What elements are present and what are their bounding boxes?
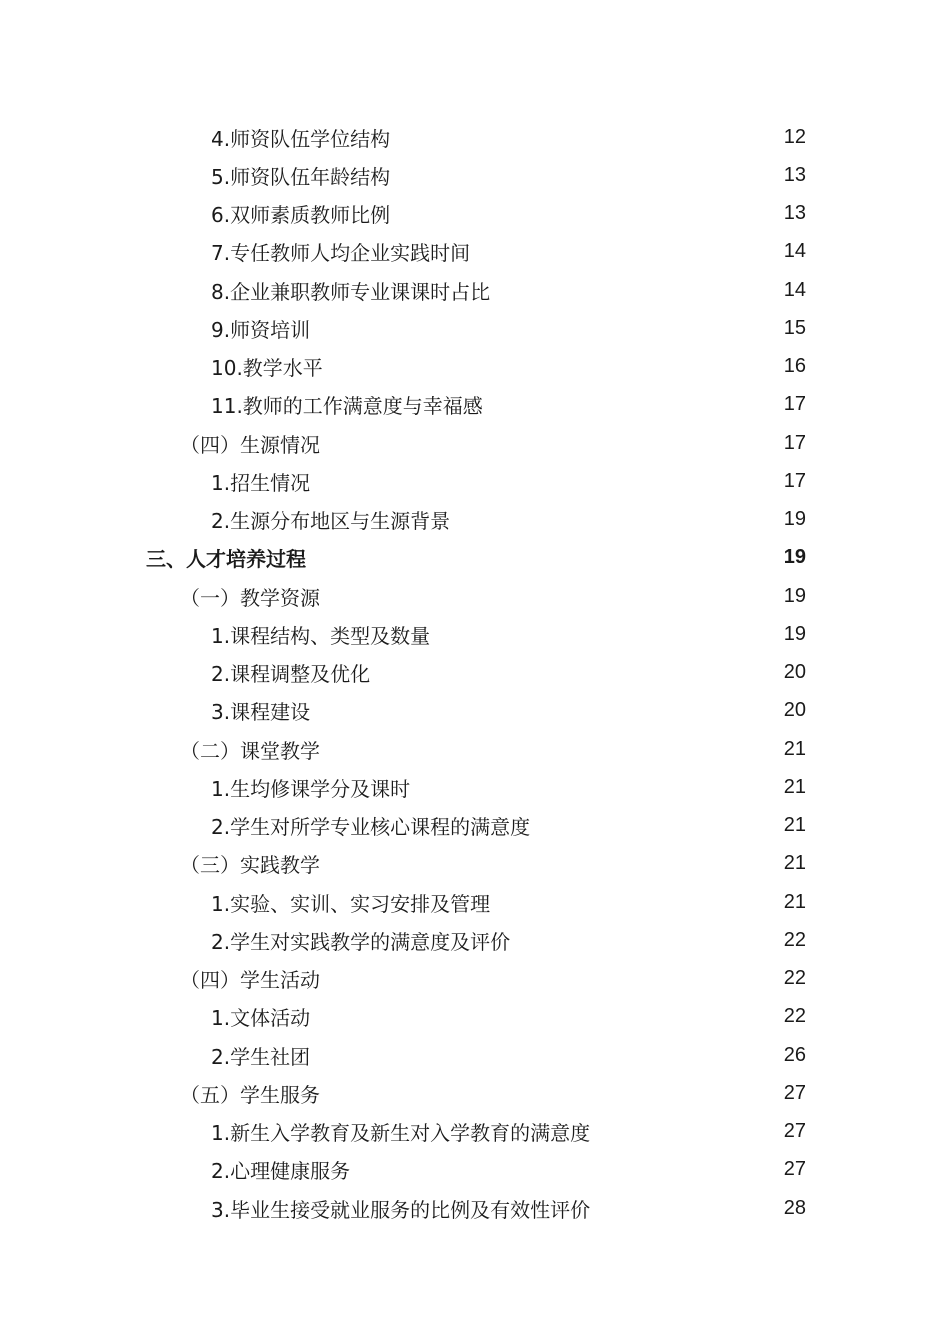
dot-leader xyxy=(324,969,774,989)
toc-entry-page-number: 27 xyxy=(783,1081,806,1104)
toc-entry-page-number: 15 xyxy=(783,316,806,339)
table-of-contents xyxy=(0,118,950,1227)
toc-entry-page-number: 22 xyxy=(783,1005,806,1028)
toc-entry-page-number: 14 xyxy=(783,240,806,263)
toc-entry-title: 4.师资队伍学位结构 xyxy=(211,126,391,151)
toc-entry[interactable] xyxy=(0,768,950,806)
dot-leader xyxy=(354,1160,774,1180)
toc-entry-title: 2.心理健康服务 xyxy=(211,1159,351,1184)
toc-entry-title: （五）学生服务 xyxy=(180,1082,320,1107)
toc-entry-page-number: 22 xyxy=(783,967,806,990)
toc-entry-page-number: 17 xyxy=(783,393,806,416)
toc-entry[interactable] xyxy=(0,118,950,156)
toc-entry-title: 6.双师素质教师比例 xyxy=(211,203,391,228)
toc-entry-page-number: 21 xyxy=(783,737,806,760)
toc-entry[interactable] xyxy=(0,271,950,309)
toc-entry-title: 1.课程结构、类型及数量 xyxy=(211,623,431,648)
toc-entry-page-number: 17 xyxy=(783,469,806,492)
dot-leader xyxy=(314,318,774,338)
toc-entry-title: 11.教师的工作满意度与幸福感 xyxy=(211,394,483,419)
toc-entry[interactable] xyxy=(0,921,950,959)
toc-entry-page-number: 21 xyxy=(783,814,806,837)
toc-entry[interactable] xyxy=(0,233,950,271)
toc-entry[interactable] xyxy=(0,386,950,424)
toc-entry-page-number: 12 xyxy=(783,125,806,148)
toc-entry[interactable] xyxy=(0,1189,950,1227)
toc-entry-title: 1.实验、实训、实习安排及管理 xyxy=(211,891,491,916)
toc-entry-title: 8.企业兼职教师专业课课时占比 xyxy=(211,279,491,304)
toc-entry[interactable] xyxy=(0,654,950,692)
toc-entry-page-number: 28 xyxy=(783,1196,806,1219)
toc-entry-title: （二）课堂教学 xyxy=(180,738,320,763)
toc-entry[interactable] xyxy=(0,730,950,768)
dot-leader xyxy=(324,739,774,759)
toc-entry-title: 1.生均修课学分及课时 xyxy=(211,776,411,801)
toc-entry-page-number: 27 xyxy=(783,1158,806,1181)
dot-leader xyxy=(394,204,774,224)
toc-entry-page-number: 19 xyxy=(783,584,806,607)
toc-entry-title: 1.招生情况 xyxy=(211,470,311,495)
dot-leader xyxy=(374,663,774,683)
toc-entry[interactable] xyxy=(0,577,950,615)
dot-leader xyxy=(314,1007,774,1027)
dot-leader xyxy=(414,777,774,797)
dot-leader xyxy=(454,510,774,530)
toc-entry-title: （三）实践教学 xyxy=(180,853,320,878)
dot-leader xyxy=(494,892,774,912)
toc-entry[interactable] xyxy=(0,807,950,845)
toc-entry-page-number: 19 xyxy=(783,622,806,645)
toc-entry-title: 三、人才培养过程 xyxy=(146,547,306,572)
toc-entry-page-number: 21 xyxy=(783,852,806,875)
toc-entry-title: 2.学生社团 xyxy=(211,1044,311,1069)
toc-entry-page-number: 17 xyxy=(783,431,806,454)
dot-leader xyxy=(310,548,774,568)
toc-entry-title: 2.学生对所学专业核心课程的满意度 xyxy=(211,815,531,840)
toc-entry[interactable] xyxy=(0,1074,950,1112)
toc-entry-page-number: 16 xyxy=(783,355,806,378)
dot-leader xyxy=(434,624,774,644)
toc-entry[interactable] xyxy=(0,539,950,577)
toc-entry-title: 1.文体活动 xyxy=(211,1006,311,1031)
dot-leader xyxy=(314,701,774,721)
toc-entry[interactable] xyxy=(0,1151,950,1189)
toc-entry[interactable] xyxy=(0,424,950,462)
dot-leader xyxy=(534,816,774,836)
dot-leader xyxy=(314,471,774,491)
dot-leader xyxy=(327,357,774,377)
toc-entry[interactable] xyxy=(0,156,950,194)
toc-entry-page-number: 20 xyxy=(783,699,806,722)
toc-entry[interactable] xyxy=(0,501,950,539)
toc-entry-page-number: 20 xyxy=(783,661,806,684)
toc-entry-title: 2.生源分布地区与生源背景 xyxy=(211,509,451,534)
toc-entry-page-number: 27 xyxy=(783,1120,806,1143)
toc-entry[interactable] xyxy=(0,309,950,347)
dot-leader xyxy=(324,586,774,606)
toc-entry-title: 3.课程建设 xyxy=(211,700,311,725)
toc-entry-page-number: 21 xyxy=(783,775,806,798)
toc-entry[interactable] xyxy=(0,615,950,653)
toc-entry-page-number: 19 xyxy=(783,508,806,531)
toc-entry[interactable] xyxy=(0,1113,950,1151)
toc-entry-page-number: 13 xyxy=(783,202,806,225)
toc-entry-title: 5.师资队伍年龄结构 xyxy=(211,164,391,189)
toc-entry[interactable] xyxy=(0,195,950,233)
toc-entry-title: 9.师资培训 xyxy=(211,317,311,342)
toc-entry[interactable] xyxy=(0,1036,950,1074)
toc-entry-title: 3.毕业生接受就业服务的比例及有效性评价 xyxy=(211,1197,591,1222)
toc-entry-title: （一）教学资源 xyxy=(180,585,320,610)
toc-entry[interactable] xyxy=(0,998,950,1036)
toc-entry[interactable] xyxy=(0,845,950,883)
toc-entry-page-number: 22 xyxy=(783,928,806,951)
toc-entry-title: （四）学生活动 xyxy=(180,968,320,993)
dot-leader xyxy=(514,930,774,950)
dot-leader xyxy=(314,1045,774,1065)
toc-entry-page-number: 13 xyxy=(783,163,806,186)
toc-entry-page-number: 21 xyxy=(783,890,806,913)
dot-leader xyxy=(494,280,774,300)
dot-leader xyxy=(324,433,774,453)
dot-leader xyxy=(324,1083,774,1103)
toc-entry[interactable] xyxy=(0,692,950,730)
toc-entry-title: 1.新生入学教育及新生对入学教育的满意度 xyxy=(211,1121,591,1146)
dot-leader xyxy=(394,165,774,185)
dot-leader xyxy=(474,242,774,262)
toc-entry-title: 2.课程调整及优化 xyxy=(211,662,371,687)
dot-leader xyxy=(324,854,774,874)
dot-leader xyxy=(594,1122,774,1142)
toc-entry-page-number: 26 xyxy=(783,1043,806,1066)
toc-entry-title: 10.教学水平 xyxy=(211,356,323,381)
toc-entry-page-number: 19 xyxy=(783,546,806,569)
toc-entry-page-number: 14 xyxy=(783,278,806,301)
dot-leader xyxy=(487,395,774,415)
toc-entry[interactable] xyxy=(0,348,950,386)
toc-entry-title: （四）生源情况 xyxy=(180,432,320,457)
toc-entry-title: 7.专任教师人均企业实践时间 xyxy=(211,241,471,266)
dot-leader xyxy=(394,127,774,147)
toc-entry[interactable] xyxy=(0,960,950,998)
toc-entry-title: 2.学生对实践教学的满意度及评价 xyxy=(211,929,511,954)
dot-leader xyxy=(594,1198,774,1218)
toc-entry[interactable] xyxy=(0,462,950,500)
toc-entry[interactable] xyxy=(0,883,950,921)
